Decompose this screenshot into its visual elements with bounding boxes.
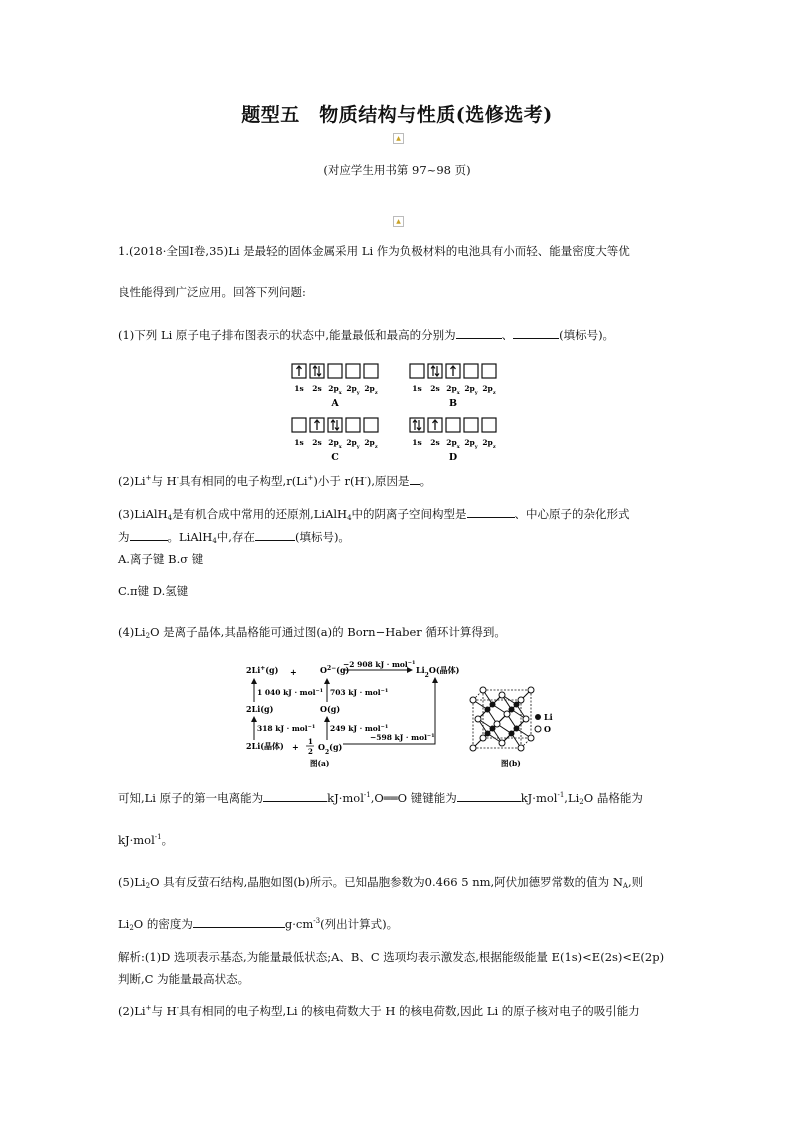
config-label: B <box>448 398 458 409</box>
orbital-label: $2p_z$ <box>364 384 378 396</box>
lattice-energy-label: −2 908 kJ · mol$^{-1}$ <box>343 660 416 669</box>
orbital-config-c <box>292 418 378 463</box>
orbital-label: 1s <box>412 384 422 393</box>
orbital-label: $2p_x$ <box>446 438 460 450</box>
oxygen-atom <box>499 740 505 746</box>
oxygen-atom <box>470 697 476 703</box>
orbital-label: 2s <box>430 384 440 393</box>
oxygen-atom <box>480 687 486 693</box>
lithium-atom <box>509 707 515 713</box>
after-figure-line: 可知,Li 原子的第一电离能为 kJ·mol$^{-1}$,O══O 键键能为 $kJ\cdot mol^{-1},Li_2O$ 晶格能为 <box>118 791 643 806</box>
analysis-line2: 判断,C 为能量最高状态。 <box>118 972 250 986</box>
sublimation-energy-label: 318 kJ · mol$^{-1}$ <box>257 724 316 733</box>
orbital-label: 2s <box>312 438 322 447</box>
config-label: A <box>331 398 339 409</box>
answer-blank[interactable] <box>467 506 515 518</box>
lithium-atom <box>514 726 520 732</box>
species-2li-plus: 2Li+(g) <box>246 664 279 675</box>
answer-blank[interactable] <box>457 790 521 802</box>
orbital-box <box>410 418 424 432</box>
oxygen-atom <box>475 716 481 722</box>
orbital-label: $2p_z$ <box>482 438 496 450</box>
orbital-label: $2p_y$ <box>464 384 478 396</box>
orbital-label: $2p_y$ <box>346 438 360 450</box>
question-part-3-line1: (3)LiAlH$_4$是有机合成中常用的还原剂,LiAlH$_4$中的阴离子空间构型是 、中心原子的杂化形式 <box>118 507 630 522</box>
born-haber-cycle-figure <box>240 660 460 770</box>
spin-up-arrow <box>315 420 320 430</box>
electron-affinity-label: 703 kJ · mol$^{-1}$ <box>330 688 389 697</box>
figure-b-caption: 图(b) <box>501 759 521 768</box>
image-placeholder-icon: ▲ <box>393 133 404 144</box>
lithium-atom <box>485 731 491 737</box>
species-o-gas: O(g) <box>320 704 341 714</box>
spin-pair-arrows <box>331 420 339 430</box>
orbital-box <box>428 364 442 378</box>
image-placeholder-icon: ▲ <box>393 216 404 227</box>
question-part-5-line1: $(5)Li_2O$ 具有反萤石结构,晶胞如图(b)所示。已知晶胞参数为0.466 5 nm,阿伏加德罗常数的值为 $N_A$,则 <box>118 875 644 890</box>
answer-blank[interactable] <box>456 327 502 339</box>
analysis-line1: 解析:(1)D 选项表示基态,为能量最低状态;A、B、C 选项均表示激发态,根据能级能量 E(1s)<E(2s)<E(2p) <box>118 950 665 964</box>
answer-blank[interactable] <box>513 327 559 339</box>
after-figure-line2: kJ·mol$^{-1}$。 <box>118 833 174 847</box>
fraction-denominator: 2 <box>308 747 313 756</box>
lithium-atom <box>490 726 496 732</box>
lithium-atom <box>514 702 520 708</box>
answer-blank[interactable] <box>410 473 420 485</box>
orbital-diagram <box>288 362 518 468</box>
oxygen-atom <box>499 692 505 698</box>
orbital-box <box>464 418 478 432</box>
spin-up-arrow <box>433 420 438 430</box>
page-subtitle: (对应学生用书第 97~98 页) <box>323 163 471 177</box>
oxygen-atom <box>528 735 534 741</box>
answer-blank[interactable] <box>255 529 295 541</box>
question-part-3-options-cd: C.π键 D.氢键 <box>118 584 189 598</box>
fraction-numerator: 1 <box>308 737 313 746</box>
lithium-atom <box>485 707 491 713</box>
lithium-atom <box>509 731 515 737</box>
orbital-label: $2p_y$ <box>464 438 478 450</box>
orbital-box <box>346 364 360 378</box>
orbital-box <box>446 418 460 432</box>
oxygen-atom <box>480 735 486 741</box>
unit-cell-lattice <box>470 687 534 751</box>
oxygen-atom <box>518 745 524 751</box>
orbital-label: $2p_y$ <box>346 384 360 396</box>
spin-up-arrow <box>297 366 302 376</box>
orbital-label: $2p_x$ <box>328 438 342 450</box>
answer-blank[interactable] <box>193 916 285 928</box>
species-2li-gas: 2Li(g) <box>246 704 274 714</box>
orbital-box <box>464 364 478 378</box>
oxygen-atom <box>470 745 476 751</box>
orbital-box <box>292 418 306 432</box>
question-intro-line2: 良性能得到广泛应用。回答下列问题: <box>118 285 306 299</box>
orbital-label: $2p_z$ <box>364 438 378 450</box>
question-part-4: $(4)Li_2O$ 是离子晶体,其晶格能可通过图(a)的 Born−Haber 循环计算得到。 <box>118 625 506 640</box>
orbital-box <box>310 364 324 378</box>
bond-energy-label: 249 kJ · mol$^{-1}$ <box>330 724 389 733</box>
legend-o-marker <box>535 726 541 732</box>
orbital-label: $2p_z$ <box>482 384 496 396</box>
spin-pair-arrows <box>431 366 439 376</box>
question-part-3-line2: 为 。LiAlH$_4$中,存在 (填标号)。 <box>118 530 350 545</box>
orbital-config-b <box>410 364 496 409</box>
question-part-2: (2)Li+与 H-具有相同的电子构型,r(Li+)小于 r(H-),原因是 。 <box>118 474 432 488</box>
species-o2-minus: $O^{2-}(g)$ <box>320 664 350 675</box>
orbital-box <box>346 418 360 432</box>
answer-blank[interactable] <box>130 529 168 541</box>
spin-pair-arrows <box>313 366 321 376</box>
orbital-box <box>364 418 378 432</box>
orbital-label: 2s <box>312 384 322 393</box>
legend-li-marker <box>535 714 541 720</box>
config-label: C <box>331 452 339 463</box>
plus-sign: + <box>290 667 297 677</box>
spin-pair-arrows <box>413 420 421 430</box>
analysis-line3: (2)Li+与 H-具有相同的电子构型,Li 的核电荷数大于 H 的核电荷数,因此 Li 的原子核对电子的吸引能力 <box>118 1004 640 1018</box>
legend-li-label: Li <box>544 712 553 722</box>
orbital-label: $2p_x$ <box>328 384 342 396</box>
legend-o-label: O <box>544 724 551 734</box>
page-title: 题型五 物质结构与性质(选修选考) <box>241 104 553 126</box>
species-o2-gas: $O_2(g)$ <box>318 742 343 756</box>
orbital-box <box>364 364 378 378</box>
orbital-label: 1s <box>294 384 304 393</box>
oxygen-atom <box>518 697 524 703</box>
spin-up-arrow <box>451 366 456 376</box>
question-part-3-options-ab: A.离子键 B.σ 键 <box>118 552 204 566</box>
orbital-config-a <box>292 364 378 409</box>
question-intro-line1: 1.(2018·全国Ⅰ卷,35)Li 是最轻的固体金属采用 Li 作为负极材料的电池具有小而轻、能量密度大等优 <box>118 244 630 258</box>
question-part-5-line2: $Li_2O$ 的密度为 $g\cdot cm^{-3}$(列出计算式)。 <box>118 917 399 932</box>
figure-a-caption: 图(a) <box>310 759 330 768</box>
orbital-box <box>410 364 424 378</box>
orbital-label: 2s <box>430 438 440 447</box>
orbital-label: 1s <box>294 438 304 447</box>
oxygen-atom <box>523 716 529 722</box>
orbital-label: 1s <box>412 438 422 447</box>
question-part-1: (1)下列 Li 原子电子排布图表示的状态中,能量最低和最高的分别为 、 (填标号)。 <box>118 328 615 342</box>
orbital-box <box>482 418 496 432</box>
config-label: D <box>448 452 458 463</box>
formation-enthalpy-label: −598 kJ · mol$^{-1}$ <box>370 733 435 742</box>
lithium-atom <box>490 702 496 708</box>
oxygen-atom <box>528 687 534 693</box>
plus-sign: + <box>292 742 299 752</box>
orbital-config-d <box>410 418 496 463</box>
answer-blank[interactable] <box>263 790 327 802</box>
orbital-box <box>328 364 342 378</box>
oxygen-atom <box>504 711 510 717</box>
orbital-label: $2p_x$ <box>446 384 460 396</box>
ionization-energy-label: 1 040 kJ · mol$^{-1}$ <box>257 688 324 697</box>
species-2li-crystal: 2Li(晶体) <box>246 741 284 751</box>
unit-cell-figure <box>465 660 560 770</box>
orbital-box <box>482 364 496 378</box>
species-li2o-crystal: $Li_2O$(晶体) <box>416 665 460 679</box>
oxygen-atom <box>494 721 500 727</box>
orbital-box <box>328 418 342 432</box>
